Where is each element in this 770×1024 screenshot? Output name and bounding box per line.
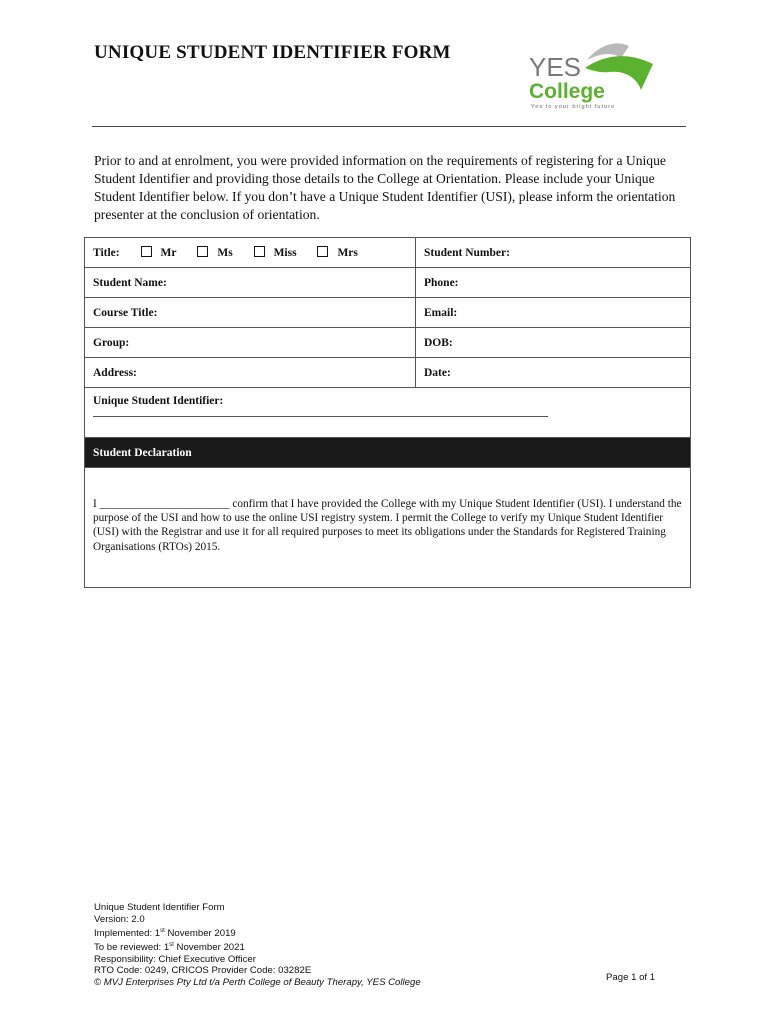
checkbox-ms[interactable] (197, 246, 208, 257)
title-option-mr[interactable]: Mr (141, 246, 177, 259)
declaration-body-row (85, 468, 691, 588)
dob-field[interactable]: DOB: (416, 328, 691, 358)
usi-write-line[interactable] (93, 410, 548, 417)
footer-responsibility: Responsibility: Chief Executive Officer (94, 953, 256, 965)
email-field[interactable]: Email: (416, 298, 691, 328)
footer-doc-name: Unique Student Identifier Form (94, 902, 225, 913)
footer-version: Version: 2.0 (94, 913, 145, 925)
declaration-heading-row (85, 438, 691, 468)
title-option-miss[interactable]: Miss (254, 246, 297, 259)
footer-rto-code: RTO Code: 0249, CRICOS Provider Code: 03282E (94, 965, 312, 977)
header-rule (92, 126, 686, 127)
checkbox-miss[interactable] (254, 246, 265, 257)
address-row (85, 358, 691, 388)
title-option-ms[interactable]: Ms (197, 246, 232, 259)
student-form-table (84, 237, 691, 588)
group-row (85, 328, 691, 358)
title-label: Title: (93, 247, 120, 259)
phone-field[interactable]: Phone: (416, 268, 691, 298)
course-row (85, 298, 691, 328)
page-title: UNIQUE STUDENT IDENTIFIER FORM (94, 42, 451, 63)
declaration-heading: Student Declaration (85, 438, 691, 468)
intro-paragraph: Prior to and at enrolment, you were provided information on the requirements of registering for a Unique Student Identifier and providing those details to the College at Orientation. Please include your Unique Student Identifier below. If you don’t have a Unique Student Identifier (USI), please inform the orientation presenter at the conclusion of orientation. (94, 153, 676, 222)
logo-word-college: College (529, 80, 605, 103)
declaration-text: I _______________________ confirm that I have provided the College with my Unique Student Identifier (USI). I understand the purpose of the USI and how to use the online USI registry system. I permit the College to verify my Unique Student Identifier (USI) with the Registrar and use it for all required purposes to meet its obligations under the Standards for Registered Training Organisations (RTOs) 2015. (85, 468, 691, 588)
usi-label: Unique Student Identifier: (93, 395, 224, 407)
usi-field[interactable] (85, 388, 691, 438)
footer-copyright: © MVJ Enterprises Pty Ltd t/a Perth College of Beauty Therapy, YES College (94, 977, 421, 989)
logo-tagline: Yes to your bright future (531, 104, 616, 110)
document-footer (94, 902, 421, 989)
group-field[interactable]: Group: (85, 328, 416, 358)
name-row (85, 268, 691, 298)
address-field[interactable]: Address: (85, 358, 416, 388)
footer-implemented: Implemented: 1st November 2019 (94, 927, 236, 939)
usi-row (85, 388, 691, 438)
title-row (85, 238, 691, 268)
title-cell (85, 238, 416, 268)
student-number-field[interactable]: Student Number: (416, 238, 691, 268)
date-field[interactable]: Date: (416, 358, 691, 388)
page-number: Page 1 of 1 (606, 972, 656, 983)
logo-word-yes: YES (529, 52, 582, 82)
footer-review-date: To be reviewed: 1st November 2021 (94, 941, 245, 953)
course-title-field[interactable]: Course Title: (85, 298, 416, 328)
checkbox-mrs[interactable] (317, 246, 328, 257)
student-name-field[interactable]: Student Name: (85, 268, 416, 298)
yes-college-logo (525, 38, 665, 114)
title-option-mrs[interactable]: Mrs (317, 246, 357, 259)
checkbox-mr[interactable] (141, 246, 152, 257)
